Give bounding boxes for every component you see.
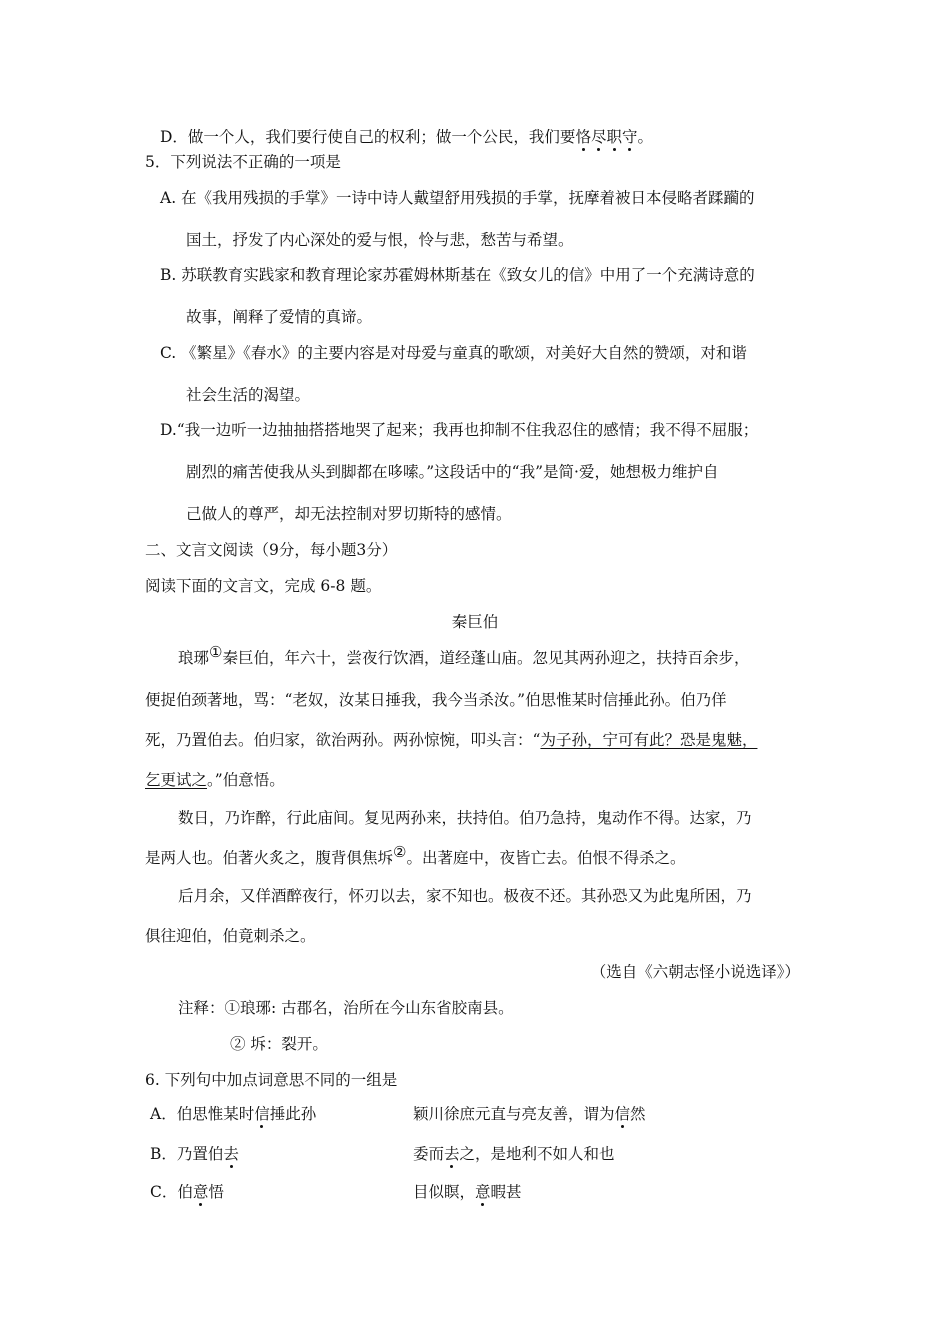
emphasis-char: 尽: [590, 128, 607, 146]
q5-option-d-cont: 己做人的尊严，却无法控制对罗切斯特的感情。: [186, 505, 512, 523]
option-text: B．乃置伯: [150, 1145, 224, 1163]
passage-line: [145, 770, 285, 790]
passage-line: [178, 643, 750, 668]
option-text: 捶此孙: [269, 1105, 317, 1123]
passage-source: （选自《六朝志怪小说选译》）: [590, 963, 800, 981]
q5-option-a: A. 在《我用残损的手掌》一诗中诗人戴望舒用残损的手掌，抚摩着被日本侵略者蹂躏的: [160, 189, 755, 207]
footnote-mark: ①: [209, 643, 223, 661]
passage-text: 死，乃置伯去。伯归家，欲治两孙。两孙惊惋，叩头言：“: [145, 731, 541, 749]
emphasis-char: 守: [621, 128, 638, 146]
option-text: 悟: [208, 1183, 224, 1201]
q4-option-d: [160, 127, 653, 147]
annotation-2: ② 坼：裂开。: [230, 1035, 328, 1053]
passage-text: 秦巨伯，年六十，尝夜行饮酒，道经蓬山庙。忽见其两孙迎之，扶持百余步，: [222, 649, 750, 667]
q5-option-b-cont: 故事，阐释了爱情的真谛。: [186, 308, 373, 326]
q5-option-d: D.“我一边听一边抽抽搭搭地哭了起来；我再也抑制不住我忍住的感情；我不得不屈服；: [160, 421, 759, 439]
passage-line: 便捉伯颈著地，骂：“老奴，汝某日捶我，我今当杀汝。”伯思惟某时信捶此孙。伯乃佯: [145, 691, 727, 709]
option-text: D．做一个人，我们要行使自己的权利；做一个公民，我们要: [160, 128, 576, 146]
q5-option-c-cont: 社会生活的渴望。: [186, 386, 311, 404]
q5-option-a-cont: 国土，抒发了内心深处的爱与恨，怜与悲，愁苦与希望。: [186, 231, 574, 249]
q6-stem: 6. 下列句中加点词意思不同的一组是: [145, 1071, 398, 1089]
q6-option-b-left: [150, 1144, 239, 1164]
passage-line: 数日，乃诈醉，行此庙间。复见两孙来，扶持伯。伯乃急持，鬼动作不得。达家，乃: [178, 809, 752, 827]
emphasis-char: 恪: [575, 128, 591, 146]
passage-title: 秦巨伯: [451, 613, 499, 631]
q6-option-b-right: [413, 1144, 615, 1164]
passage-line: [145, 730, 757, 750]
emphasis-char: 意: [475, 1183, 491, 1201]
q5-option-c: C. 《繁星》《春水》的主要内容是对母爱与童真的歌颂，对美好大自然的赞颂，对和谐: [160, 344, 747, 362]
footnote-mark: ②: [393, 843, 407, 861]
q6-option-c-right: [413, 1182, 522, 1202]
q5-option-b: B. 苏联教育实践家和教育理论家苏霍姆林斯基在《致女儿的信》中用了一个充满诗意的: [160, 266, 755, 284]
emphasis-char: 职: [606, 128, 622, 146]
option-text: 颖川徐庶元直与亮友善，谓为: [413, 1105, 615, 1123]
passage-text: 。”伯意悟。: [207, 771, 285, 789]
passage-text: 琅琊: [178, 649, 210, 667]
annotation-1: 注释：①琅琊: 古郡名，治所在今山东省胶南县。: [178, 999, 514, 1017]
option-text: A．伯思惟某时: [150, 1105, 255, 1123]
option-text: 暇甚: [490, 1183, 522, 1201]
underlined-sentence: 为子孙，宁可有此？恐是鬼魅，: [540, 731, 758, 749]
option-text: 然: [630, 1105, 646, 1123]
q6-option-a-right: [413, 1104, 646, 1124]
emphasis-char: 意: [192, 1183, 209, 1201]
underlined-sentence: 乞更试之: [145, 771, 208, 789]
emphasis-char: 信: [254, 1105, 270, 1123]
emphasis-char: 去: [444, 1145, 460, 1163]
q6-option-c-left: [150, 1182, 224, 1202]
option-text: C．伯: [150, 1183, 193, 1201]
passage-text: 是两人也。伯著火炙之，腹背俱焦坼: [145, 849, 394, 867]
passage-text: 。出著庭中，夜皆亡去。伯恨不得杀之。: [406, 849, 686, 867]
passage-line: [145, 843, 686, 868]
section-heading: 二、文言文阅读（9分，每小题3分）: [145, 541, 398, 559]
section-instruction: 阅读下面的文言文，完成 6-8 题。: [145, 577, 382, 595]
option-text: 。: [637, 128, 654, 146]
option-text: 之，是地利不如人和也: [459, 1145, 615, 1163]
option-text: 目似瞑，: [413, 1183, 476, 1201]
emphasis-char: 信: [614, 1105, 631, 1123]
passage-line: 后月余，又佯酒醉夜行，怀刃以去，家不知也。极夜不还。其孙恐又为此鬼所困，乃: [178, 887, 752, 905]
q6-option-a-left: [150, 1104, 316, 1124]
q5-stem: 5．下列说法不正确的一项是: [145, 153, 341, 171]
q5-option-d-cont: 剧烈的痛苦使我从头到脚都在哆嗦。”这段话中的“我”是简·爱，她想极力维护自: [186, 463, 719, 481]
passage-line: 俱往迎伯，伯竟刺杀之。: [145, 927, 316, 945]
emphasis-char: 去: [223, 1145, 239, 1163]
option-text: 委而: [413, 1145, 445, 1163]
